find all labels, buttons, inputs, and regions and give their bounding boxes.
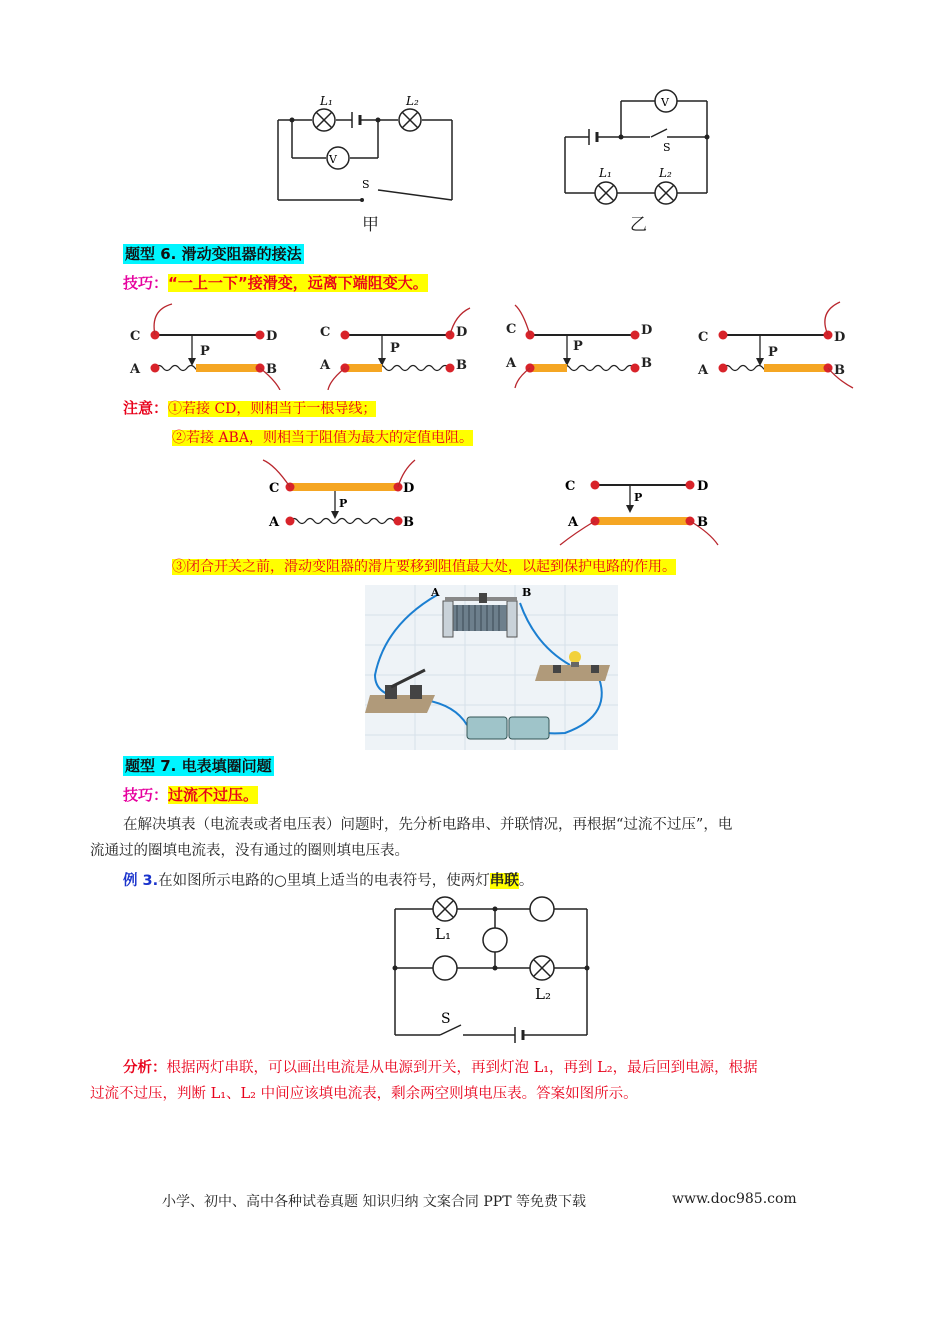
rheostat-diagrams <box>120 300 860 390</box>
photo-label-a: A <box>431 586 440 599</box>
experiment-photo <box>365 585 618 750</box>
note-2: ②若接 ABA，则相当于阻值为最大的定值电阻。 <box>172 430 473 446</box>
section7-heading: 题型 7. 电表填圈问题 <box>125 757 272 775</box>
example-l1-label: L₁ <box>435 925 451 943</box>
tip-text: “一上一下”接滑变，远离下端阻变大。 <box>168 274 428 292</box>
svg-text:D: D <box>266 329 278 344</box>
svg-text:B: B <box>697 515 708 530</box>
svg-text:B: B <box>456 358 467 373</box>
circuit-yi <box>555 85 720 215</box>
jia-v-label: V <box>329 153 337 166</box>
jia-l2-label: L₂ <box>406 94 419 108</box>
yi-caption: 乙 <box>630 215 647 235</box>
svg-text:P: P <box>339 497 348 510</box>
section6-tip <box>123 272 428 293</box>
note-1: ①若接 CD，则相当于一根导线； <box>168 401 377 417</box>
example-l2-label: L₂ <box>535 985 551 1003</box>
footer-url[interactable]: www.doc985.com <box>672 1191 797 1207</box>
jia-s-label: S <box>362 178 370 191</box>
jia-caption: 甲 <box>362 215 379 235</box>
svg-text:B: B <box>641 356 652 371</box>
note-1-row <box>123 397 376 418</box>
svg-text:C: C <box>130 329 141 344</box>
note-label: 注意： <box>123 399 169 417</box>
svg-text:C: C <box>698 330 709 345</box>
svg-text:P: P <box>200 344 210 359</box>
svg-text:D: D <box>834 330 846 345</box>
example-s-label: S <box>441 1011 451 1027</box>
example-circuit <box>385 895 600 1045</box>
svg-text:D: D <box>697 479 709 494</box>
section7-tip-text: 过流不过压。 <box>168 786 259 804</box>
svg-text:C: C <box>269 481 280 496</box>
footer-text: 小学、初中、高中各种试卷真题 知识归纳 文案合同 PPT 等免费下载 <box>162 1194 586 1210</box>
svg-text:B: B <box>834 363 845 378</box>
svg-text:A: A <box>506 356 517 371</box>
yi-l2-label: L₂ <box>659 166 672 180</box>
svg-text:P: P <box>390 341 400 356</box>
yi-v-label: V <box>661 96 669 109</box>
analysis: 分析：根据两灯串联，可以画出电流是从电源到开关，再到灯泡 L₁，再到 L₂，最后回到电源，根据 过流不过压，判断 L₁、L₂ 中间应该填电流表，剩余两空则填电压表。答案如图所示。 <box>90 1060 758 1102</box>
svg-text:D: D <box>403 481 415 496</box>
svg-text:D: D <box>456 325 468 340</box>
svg-text:A: A <box>568 515 579 530</box>
svg-text:C: C <box>320 325 331 340</box>
yi-s-label: S <box>663 141 671 154</box>
svg-text:B: B <box>266 362 277 377</box>
section7-paragraph: 在解决填表（电流表或者电压表）问题时，先分析电路串、并联情况，再根据“过流不过压”，电 流通过的圈填电流表，没有通过的圈则填电压表。 <box>90 817 733 859</box>
note-3: ③闭合开关之前，滑动变阻器的滑片要移到阻值最大处，以起到保护电路的作用。 <box>172 559 676 575</box>
svg-text:A: A <box>320 358 331 373</box>
svg-text:D: D <box>641 323 653 338</box>
yi-l1-label: L₁ <box>599 166 612 180</box>
circuit-jia <box>270 85 460 230</box>
photo-label-b: B <box>522 586 532 599</box>
svg-text:A: A <box>698 363 709 378</box>
svg-text:A: A <box>269 515 280 530</box>
example-3: 例 3.在如图所示电路的○里填上适当的电表符号，使两灯串联。 <box>123 873 534 889</box>
section7-tip: 技巧：过流不过压。 <box>123 786 259 804</box>
svg-text:B: B <box>403 515 414 530</box>
svg-text:P: P <box>573 339 583 354</box>
jia-l1-label: L₁ <box>320 94 333 108</box>
svg-text:C: C <box>506 322 517 337</box>
svg-text:P: P <box>768 345 778 360</box>
tip-label: 技巧： <box>123 274 169 292</box>
svg-text:C: C <box>565 479 576 494</box>
rheostat-cd-ab <box>255 455 735 550</box>
svg-text:A: A <box>130 362 141 377</box>
section6-heading: 题型 6. 滑动变阻器的接法 <box>125 245 302 263</box>
svg-text:P: P <box>634 491 643 504</box>
